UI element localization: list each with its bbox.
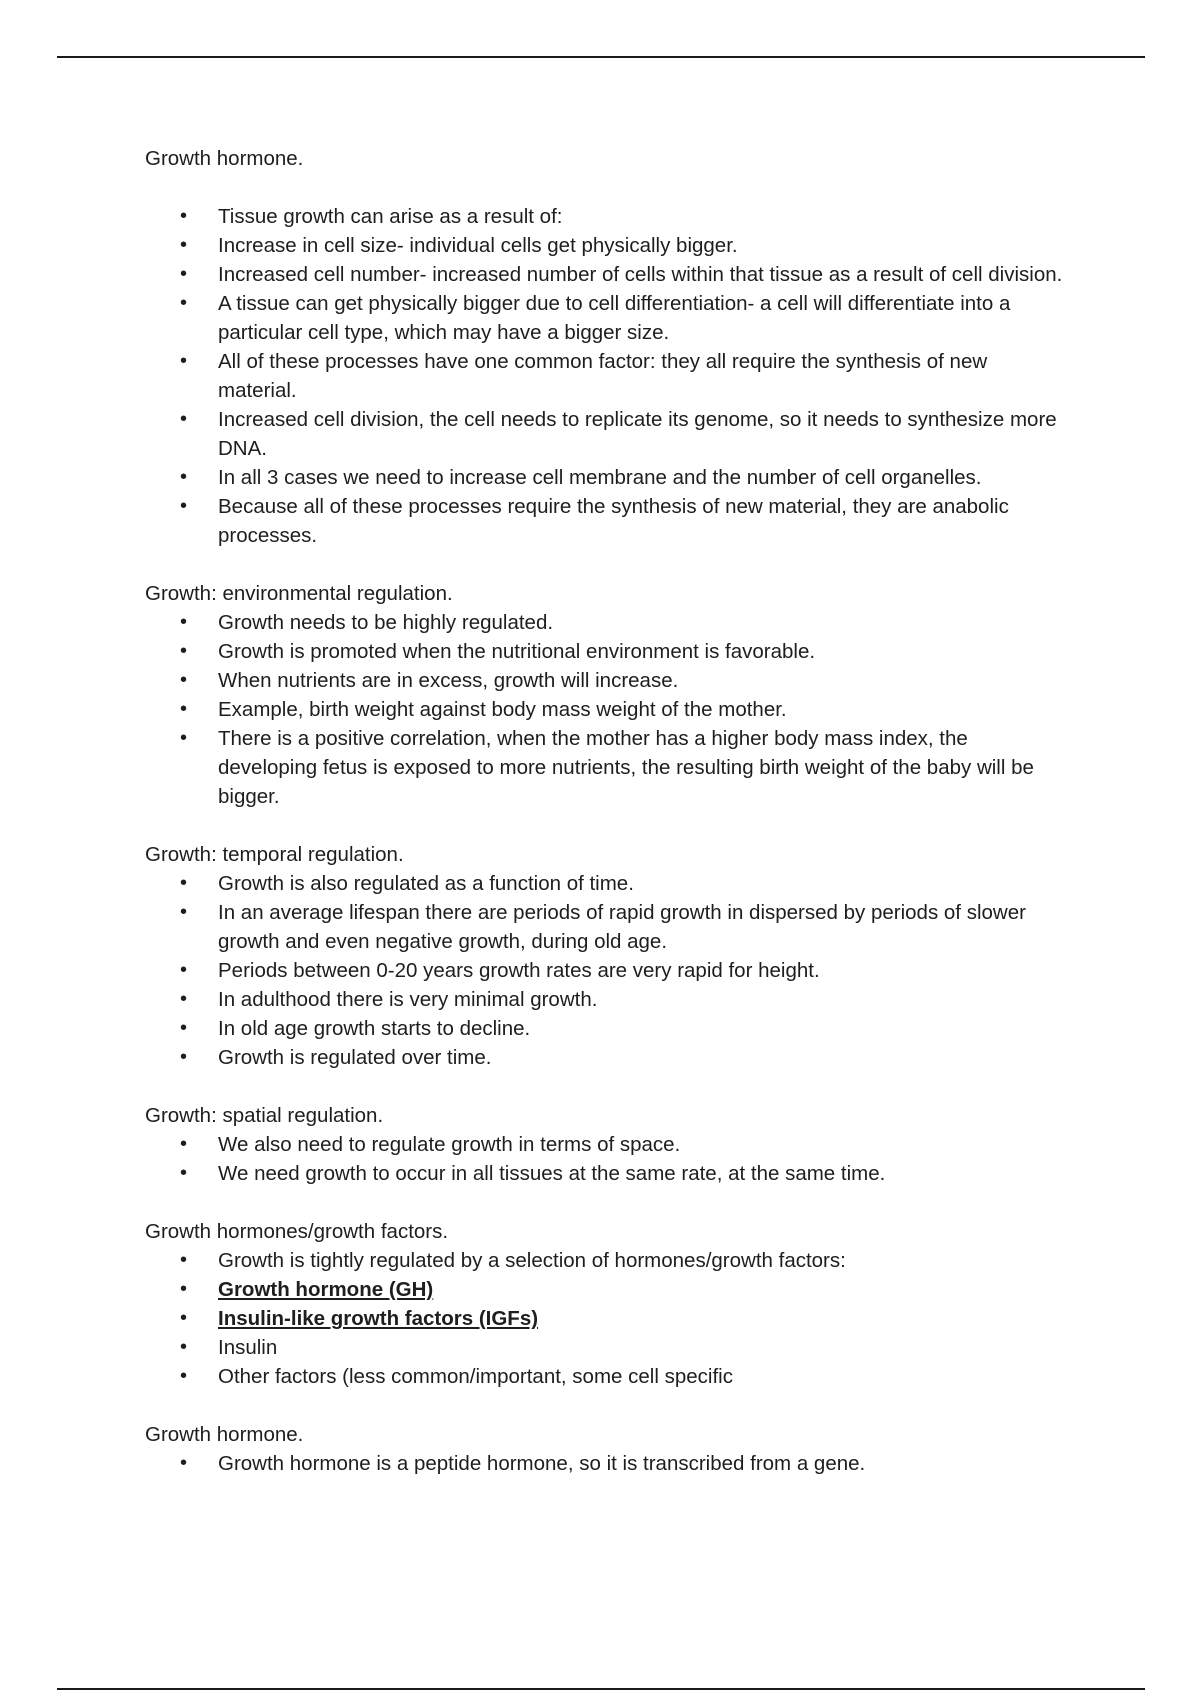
list-item: • Growth is promoted when the nutritional environment is favorable. xyxy=(145,637,1065,666)
list-item: • Growth is also regulated as a function of time. xyxy=(145,869,1065,898)
emphasized-term: Insulin-like growth factors (IGFs) xyxy=(218,1307,539,1330)
list-item: • There is a positive correlation, when the mother has a higher body mass index, the developing fetus is exposed to more nutrients, the resulting birth weight of the baby will be bigger. xyxy=(145,724,1065,811)
footer-rule xyxy=(57,1688,1145,1690)
list-item: • Growth is tightly regulated by a selection of hormones/growth factors: xyxy=(145,1246,1065,1275)
list-item: • Tissue growth can arise as a result of: xyxy=(145,202,1065,231)
list-item: • Other factors (less common/important, some cell specific xyxy=(145,1362,1065,1391)
section-growth-hormone-peptide xyxy=(145,1420,1065,1478)
list-item: • Because all of these processes require the synthesis of new material, they are anabolic processes. xyxy=(145,492,1065,550)
bullet-list xyxy=(145,1449,1065,1478)
section-heading: Growth hormones/growth factors. xyxy=(145,1220,449,1243)
list-item: • Insulin xyxy=(145,1333,1065,1362)
list-item: • Increased cell division, the cell needs to replicate its genome, so it needs to synthesize more DNA. xyxy=(145,405,1065,463)
list-item: • Growth hormone is a peptide hormone, so it is transcribed from a gene. xyxy=(145,1449,1065,1478)
list-item xyxy=(145,1275,1065,1304)
section-heading: Growth: spatial regulation. xyxy=(145,1104,384,1127)
section-heading: Growth: temporal regulation. xyxy=(145,843,404,866)
bullet-list xyxy=(145,608,1065,811)
section-heading: Growth hormone. xyxy=(145,147,304,170)
section-spatial-regulation xyxy=(145,1101,1065,1188)
section-environmental-regulation xyxy=(145,579,1065,811)
list-item: • We also need to regulate growth in terms of space. xyxy=(145,1130,1065,1159)
list-item: • In all 3 cases we need to increase cell membrane and the number of cell organelles. xyxy=(145,463,1065,492)
bullet-list xyxy=(145,1130,1065,1188)
section-growth-hormone-intro xyxy=(145,144,1065,550)
list-item xyxy=(145,1304,1065,1333)
section-growth-factors xyxy=(145,1217,1065,1391)
emphasized-term: Growth hormone (GH) xyxy=(218,1278,434,1301)
list-item: • Increased cell number- increased number of cells within that tissue as a result of cell division. xyxy=(145,260,1065,289)
list-item: • A tissue can get physically bigger due to cell differentiation- a cell will differentiate into a particular cell type, which may have a bigger size. xyxy=(145,289,1065,347)
list-item: • We need growth to occur in all tissues at the same rate, at the same time. xyxy=(145,1159,1065,1188)
bullet-list xyxy=(145,869,1065,1072)
header-rule xyxy=(57,56,1145,58)
list-item: • All of these processes have one common factor: they all require the synthesis of new material. xyxy=(145,347,1065,405)
section-temporal-regulation xyxy=(145,840,1065,1072)
list-item: • When nutrients are in excess, growth will increase. xyxy=(145,666,1065,695)
list-item: • Growth is regulated over time. xyxy=(145,1043,1065,1072)
list-item: • Periods between 0-20 years growth rates are very rapid for height. xyxy=(145,956,1065,985)
bullet-list xyxy=(145,1246,1065,1391)
section-heading: Growth: environmental regulation. xyxy=(145,582,453,605)
section-heading: Growth hormone. xyxy=(145,1423,304,1446)
bullet-list xyxy=(145,202,1065,550)
list-item: • Growth needs to be highly regulated. xyxy=(145,608,1065,637)
list-item: • In an average lifespan there are periods of rapid growth in dispersed by periods of slower growth and even negative growth, during old age. xyxy=(145,898,1065,956)
list-item: • In old age growth starts to decline. xyxy=(145,1014,1065,1043)
list-item: • Example, birth weight against body mass weight of the mother. xyxy=(145,695,1065,724)
list-item: • In adulthood there is very minimal growth. xyxy=(145,985,1065,1014)
document-body xyxy=(145,144,1065,1507)
list-item: • Increase in cell size- individual cells get physically bigger. xyxy=(145,231,1065,260)
